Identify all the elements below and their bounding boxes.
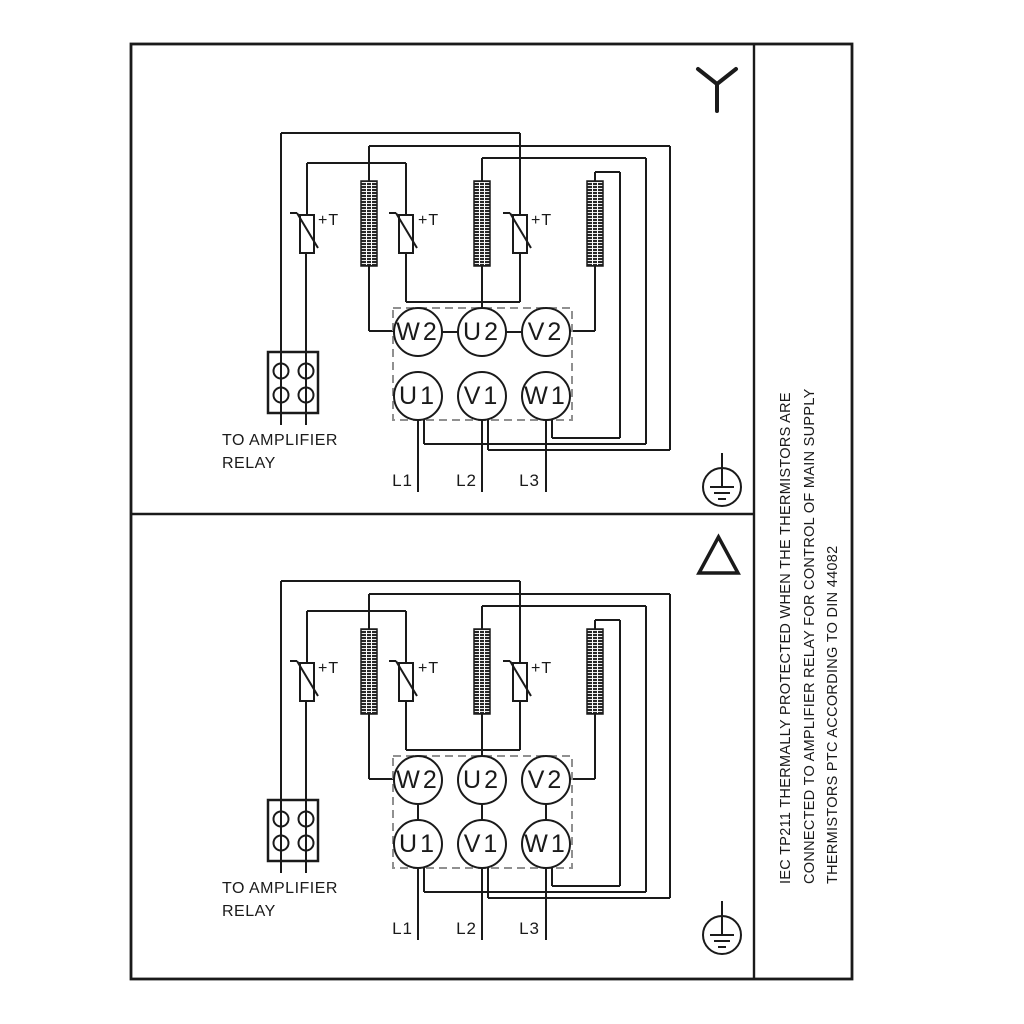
relay-caption-line2: RELAY bbox=[222, 903, 276, 920]
sidebar-note-line3: THERMISTORS PTC ACCORDING TO DIN 44082 bbox=[825, 545, 841, 884]
relay-caption-line1: TO AMPLIFIER bbox=[222, 432, 338, 449]
supply-line-label-l2: L2 bbox=[456, 919, 477, 938]
supply-line-label-l2: L2 bbox=[456, 471, 477, 490]
relay-caption-line1: TO AMPLIFIER bbox=[222, 880, 338, 897]
terminal-label-w2: W2 bbox=[396, 318, 440, 346]
thermistor-label: +T bbox=[318, 660, 340, 677]
terminal-label-w1: W1 bbox=[524, 830, 568, 858]
terminal-label-v2: V2 bbox=[527, 766, 565, 794]
sidebar-note-line2: CONNECTED TO AMPLIFIER RELAY FOR CONTROL OF MAIN SUPPLY bbox=[802, 388, 818, 884]
delta-connection-icon bbox=[699, 537, 738, 573]
thermistor-label: +T bbox=[531, 660, 553, 677]
terminal-label-v1: V1 bbox=[463, 382, 501, 410]
supply-line-label-l3: L3 bbox=[519, 471, 540, 490]
delta-panel-wiring bbox=[268, 537, 741, 954]
supply-line-label-l1: L1 bbox=[392, 471, 413, 490]
star-connection-icon bbox=[698, 69, 736, 111]
thermistor-label: +T bbox=[418, 660, 440, 677]
supply-line-label-l1: L1 bbox=[392, 919, 413, 938]
thermistor-label: +T bbox=[318, 212, 340, 229]
sidebar-note-line1: IEC TP211 THERMALLY PROTECTED WHEN THE THERMISTORS ARE bbox=[778, 392, 794, 884]
star-panel-wiring bbox=[268, 69, 741, 506]
terminal-label-v2: V2 bbox=[527, 318, 565, 346]
terminal-label-u1: U1 bbox=[399, 830, 437, 858]
terminal-label-u2: U2 bbox=[463, 318, 501, 346]
delta-bridge-links bbox=[418, 804, 546, 820]
relay-caption-line2: RELAY bbox=[222, 455, 276, 472]
thermistor-label: +T bbox=[418, 212, 440, 229]
supply-line-label-l3: L3 bbox=[519, 919, 540, 938]
terminal-label-v1: V1 bbox=[463, 830, 501, 858]
terminal-label-u2: U2 bbox=[463, 766, 501, 794]
terminal-label-u1: U1 bbox=[399, 382, 437, 410]
terminal-label-w1: W1 bbox=[524, 382, 568, 410]
terminal-label-w2: W2 bbox=[396, 766, 440, 794]
thermistor-label: +T bbox=[531, 212, 553, 229]
